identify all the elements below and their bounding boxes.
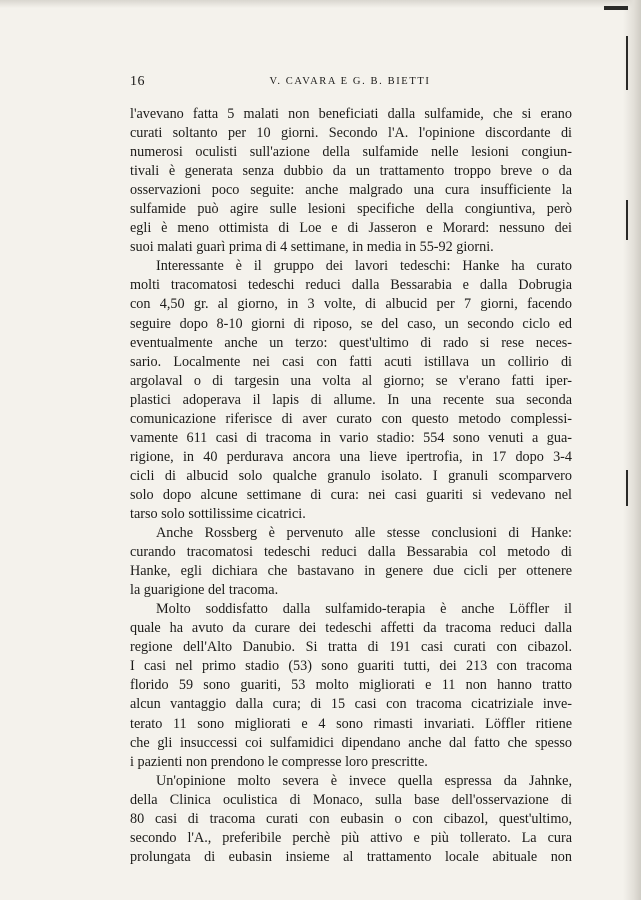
text-line: numerosi oculisti sull'azione della sulfamide nelle lesioni congiun- <box>130 144 572 161</box>
text-line: con 4,50 gr. al giorno, in 3 volte, di albucid per 7 giorni, facendo <box>130 296 572 313</box>
scan-mark-right-3 <box>626 470 628 506</box>
text-line: quale ha avuto da curare dei tedeschi affetti da tracoma reduci dalla <box>130 620 572 637</box>
text-line: florido 59 sono guariti, 53 molto migliorati e 11 non hanno tratto <box>130 677 572 694</box>
scan-edge-right <box>623 0 641 900</box>
text-line: i pazienti non prendono le compresse loro prescritte. <box>130 753 428 770</box>
scan-mark-right-2 <box>626 200 628 240</box>
text-line: terato 11 sono migliorati e 4 sono rimasti invariati. Löffler ritiene <box>130 715 572 732</box>
page-number: 16 <box>130 74 145 89</box>
text-line: I casi nel primo stadio (53) sono guariti tutti, dei 213 con tracoma <box>130 658 572 675</box>
text-line: suoi malati guarì prima di 4 settimane, in media in 55-92 giorni. <box>130 239 494 256</box>
text-line: vamente 611 casi di tracoma in vario stadio: 554 sono venuti a gua- <box>130 429 572 446</box>
page-header <box>130 74 570 94</box>
text-line: osservazioni poco seguite: anche malgrado una cura insufficiente la <box>130 182 572 199</box>
text-line: alcun vantaggio dalla cura; di 15 casi con tracoma cicatriziale inve- <box>130 696 572 713</box>
text-line: l'avevano fatta 5 malati non beneficiati dalla sulfamide, che si erano <box>130 106 572 122</box>
text-line: secondo l'A., preferibile perchè più attivo e più tollerato. La cura <box>130 829 572 846</box>
text-line: che gli insuccessi coi sulfamidici dipendano anche dal fatto che spesso <box>130 734 572 751</box>
text-line: regione dell'Alto Danubio. Si tratta di 191 casi curati con cibazol. <box>130 639 572 656</box>
text-line: molti tracomatosi tedeschi reduci dalla Bessarabia e dalla Dobrugia <box>130 277 572 294</box>
text-line: Interessante è il gruppo dei lavori tedeschi: Hanke ha curato <box>156 258 572 275</box>
text-line: curando tracomatosi tedeschi reduci dalla Bessarabia col metodo di <box>130 544 572 561</box>
text-line: seguire dopo 8-10 giorni di riposo, se del caso, un secondo ciclo ed <box>130 315 572 332</box>
text-line: curati soltanto per 10 giorni. Secondo l'A. l'opinione discordante di <box>130 125 572 142</box>
text-line: rigione, in 40 perdurava ancora una lieve ipertrofia, in 17 dopo 3-4 <box>130 448 572 465</box>
text-line: comunicazione riferisce di aver curato con questo metodo complessi- <box>130 410 572 427</box>
running-head: V. CAVARA E G. B. BIETTI <box>269 76 431 87</box>
text-line: argolaval o di targesin una volta al giorno; se v'erano fatti iper- <box>130 372 572 389</box>
text-line: prolungata di eubasin insieme al trattamento locale abituale non <box>130 848 572 865</box>
text-line: tivali è generata senza dubbio da un trattamento troppo breve o da <box>130 163 572 180</box>
text-line: eventualmente anche un terzo: quest'ultimo di rado si rese neces- <box>130 334 572 351</box>
text-line: Hanke, egli dichiara che bastavano in genere due cicli per ottenere <box>130 563 572 580</box>
text-line: solo dopo alcune settimane di cura: nei casi guariti si vedevano nel <box>130 486 572 503</box>
text-line: plastici adoperava il lapis di allume. In una recente sua seconda <box>130 391 572 408</box>
text-line: egli è meno ottimista di Loe e di Jasseron e Morard: nessuno dei <box>130 220 572 237</box>
scan-mark-right-1 <box>626 36 628 90</box>
body-text <box>130 105 572 867</box>
text-line: cicli di albucid solo qualche granulo isolato. I granuli scomparvero <box>130 467 572 484</box>
scan-edge-top <box>0 0 641 8</box>
text-line: Un'opinione molto severa è invece quella espressa da Jahnke, <box>156 772 572 789</box>
text-line: della Clinica oculistica di Monaco, sulla base dell'osservazione di <box>130 791 572 808</box>
scan-mark-top-right <box>604 6 628 10</box>
text-line: sario. Localmente nei casi con fatti acuti istillava un collirio di <box>130 353 572 370</box>
text-line: Anche Rossberg è pervenuto alle stesse conclusioni di Hanke: <box>156 525 572 542</box>
text-line: la guarigione del tracoma. <box>130 582 279 599</box>
text-line: tarso solo sottilissime cicatrici. <box>130 505 306 522</box>
text-line: Molto soddisfatto dalla sulfamido-terapia è anche Löffler il <box>156 601 572 618</box>
text-line: 80 casi di tracoma curati con eubasin o con cibazol, quest'ultimo, <box>130 810 572 827</box>
text-line: sulfamide può agire sulle lesioni specifiche della congiuntiva, però <box>130 201 572 218</box>
